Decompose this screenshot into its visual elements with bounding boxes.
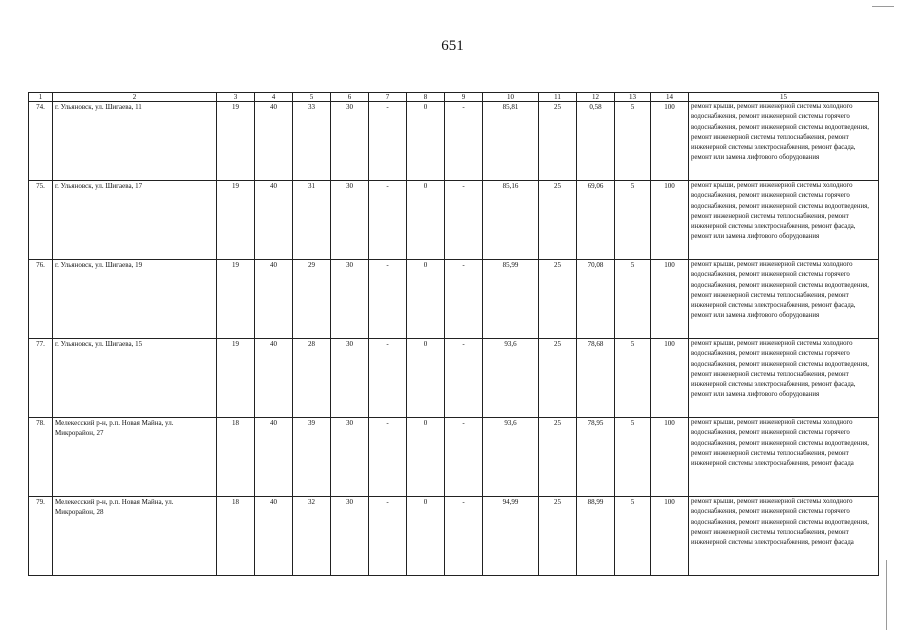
column-number: 11 (539, 93, 577, 102)
col-7-value: - (369, 339, 407, 418)
col-14-value: 100 (651, 181, 689, 260)
table-row (29, 260, 879, 339)
col-14-value: 100 (651, 497, 689, 576)
col-11-value: 25 (539, 418, 577, 497)
col-13-value: 5 (615, 497, 651, 576)
col-3-value: 19 (217, 339, 255, 418)
col-14-value: 100 (651, 260, 689, 339)
column-number: 6 (331, 93, 369, 102)
col-6-value: 30 (331, 102, 369, 181)
col-8-value: 0 (407, 102, 445, 181)
col-6-value: 30 (331, 181, 369, 260)
col-7-value: - (369, 181, 407, 260)
col-12-value: 69,06 (577, 181, 615, 260)
col-7-value: - (369, 497, 407, 576)
col-6-value: 30 (331, 497, 369, 576)
table-row (29, 497, 879, 576)
column-number: 13 (615, 93, 651, 102)
column-number: 14 (651, 93, 689, 102)
col-12-value: 70,08 (577, 260, 615, 339)
col-4-value: 40 (255, 260, 293, 339)
col-5-value: 28 (293, 339, 331, 418)
col-13-value: 5 (615, 339, 651, 418)
col-9-value: - (445, 339, 483, 418)
col-8-value: 0 (407, 339, 445, 418)
col-10-value: 93,6 (483, 418, 539, 497)
address: Мелекесский р-н, р.п. Новая Майна, ул. Микрорайон, 27 (53, 418, 217, 497)
column-numbers-row (29, 93, 879, 102)
address: Мелекесский р-н, р.п. Новая Майна, ул. Микрорайон, 28 (53, 497, 217, 576)
col-3-value: 19 (217, 102, 255, 181)
table-row (29, 181, 879, 260)
table-row (29, 102, 879, 181)
scan-edge-mark (872, 6, 894, 7)
col-6-value: 30 (331, 339, 369, 418)
planned-works: ремонт крыши, ремонт инженерной системы холодного водоснабжения, ремонт инженерной системы горячего водоснабжения, ремонт инженерной системы водоотведения, ремонт инженерной системы теплоснабжения, ремонт инженерной системы электроснабжения, ремонт фасада, ремонт или замена лифтового оборудования (689, 260, 879, 339)
col-13-value: 5 (615, 181, 651, 260)
column-number: 8 (407, 93, 445, 102)
planned-works: ремонт крыши, ремонт инженерной системы холодного водоснабжения, ремонт инженерной системы горячего водоснабжения, ремонт инженерной системы водоотведения, ремонт инженерной системы теплоснабжения, ремонт инженерной системы электроснабжения, ремонт фасада, ремонт или замена лифтового оборудования (689, 102, 879, 181)
col-4-value: 40 (255, 102, 293, 181)
col-12-value: 0,58 (577, 102, 615, 181)
col-10-value: 85,16 (483, 181, 539, 260)
col-7-value: - (369, 260, 407, 339)
col-12-value: 78,95 (577, 418, 615, 497)
address: г. Ульяновск, ул. Шигаева, 17 (53, 181, 217, 260)
column-number: 9 (445, 93, 483, 102)
row-number: 76. (29, 260, 53, 339)
col-3-value: 19 (217, 181, 255, 260)
col-3-value: 18 (217, 497, 255, 576)
col-10-value: 85,99 (483, 260, 539, 339)
scan-edge-mark (886, 560, 887, 630)
col-5-value: 31 (293, 181, 331, 260)
col-9-value: - (445, 418, 483, 497)
col-9-value: - (445, 260, 483, 339)
table-body (29, 93, 879, 576)
col-4-value: 40 (255, 418, 293, 497)
col-11-value: 25 (539, 260, 577, 339)
col-12-value: 78,68 (577, 339, 615, 418)
col-4-value: 40 (255, 181, 293, 260)
col-4-value: 40 (255, 497, 293, 576)
col-14-value: 100 (651, 339, 689, 418)
column-number: 4 (255, 93, 293, 102)
column-number: 10 (483, 93, 539, 102)
col-13-value: 5 (615, 102, 651, 181)
col-11-value: 25 (539, 339, 577, 418)
col-5-value: 29 (293, 260, 331, 339)
col-8-value: 0 (407, 497, 445, 576)
address: г. Ульяновск, ул. Шигаева, 11 (53, 102, 217, 181)
col-9-value: - (445, 497, 483, 576)
col-13-value: 5 (615, 418, 651, 497)
col-11-value: 25 (539, 497, 577, 576)
column-number: 15 (689, 93, 879, 102)
col-6-value: 30 (331, 418, 369, 497)
col-7-value: - (369, 102, 407, 181)
page-number: 651 (441, 38, 464, 54)
col-11-value: 25 (539, 181, 577, 260)
planned-works: ремонт крыши, ремонт инженерной системы холодного водоснабжения, ремонт инженерной системы горячего водоснабжения, ремонт инженерной системы водоотведения, ремонт инженерной системы теплоснабжения, ремонт инженерной системы электроснабжения, ремонт фасада, ремонт или замена лифтового оборудования (689, 339, 879, 418)
col-14-value: 100 (651, 102, 689, 181)
row-number: 77. (29, 339, 53, 418)
col-5-value: 32 (293, 497, 331, 576)
col-14-value: 100 (651, 418, 689, 497)
row-number: 75. (29, 181, 53, 260)
col-4-value: 40 (255, 339, 293, 418)
col-12-value: 88,99 (577, 497, 615, 576)
column-number: 5 (293, 93, 331, 102)
col-3-value: 19 (217, 260, 255, 339)
column-number: 3 (217, 93, 255, 102)
address: г. Ульяновск, ул. Шигаева, 15 (53, 339, 217, 418)
col-13-value: 5 (615, 260, 651, 339)
col-9-value: - (445, 102, 483, 181)
table-row (29, 339, 879, 418)
col-10-value: 85,81 (483, 102, 539, 181)
col-8-value: 0 (407, 418, 445, 497)
col-10-value: 94,99 (483, 497, 539, 576)
col-5-value: 33 (293, 102, 331, 181)
col-9-value: - (445, 181, 483, 260)
row-number: 79. (29, 497, 53, 576)
repair-program-table (28, 92, 879, 576)
column-number: 2 (53, 93, 217, 102)
col-6-value: 30 (331, 260, 369, 339)
column-number: 7 (369, 93, 407, 102)
planned-works: ремонт крыши, ремонт инженерной системы холодного водоснабжения, ремонт инженерной системы горячего водоснабжения, ремонт инженерной системы водоотведения, ремонт инженерной системы теплоснабжения, ремонт инженерной системы электроснабжения, ремонт фасада (689, 418, 879, 497)
col-11-value: 25 (539, 102, 577, 181)
col-10-value: 93,6 (483, 339, 539, 418)
planned-works: ремонт крыши, ремонт инженерной системы холодного водоснабжения, ремонт инженерной системы горячего водоснабжения, ремонт инженерной системы водоотведения, ремонт инженерной системы теплоснабжения, ремонт инженерной системы электроснабжения, ремонт фасада, ремонт или замена лифтового оборудования (689, 181, 879, 260)
col-3-value: 18 (217, 418, 255, 497)
col-8-value: 0 (407, 181, 445, 260)
planned-works: ремонт крыши, ремонт инженерной системы холодного водоснабжения, ремонт инженерной системы горячего водоснабжения, ремонт инженерной системы водоотведения, ремонт инженерной системы теплоснабжения, ремонт инженерной системы электроснабжения, ремонт фасада (689, 497, 879, 576)
col-7-value: - (369, 418, 407, 497)
column-number: 1 (29, 93, 53, 102)
table-row (29, 418, 879, 497)
row-number: 74. (29, 102, 53, 181)
col-8-value: 0 (407, 260, 445, 339)
column-number: 12 (577, 93, 615, 102)
col-5-value: 39 (293, 418, 331, 497)
row-number: 78. (29, 418, 53, 497)
address: г. Ульяновск, ул. Шигаева, 19 (53, 260, 217, 339)
